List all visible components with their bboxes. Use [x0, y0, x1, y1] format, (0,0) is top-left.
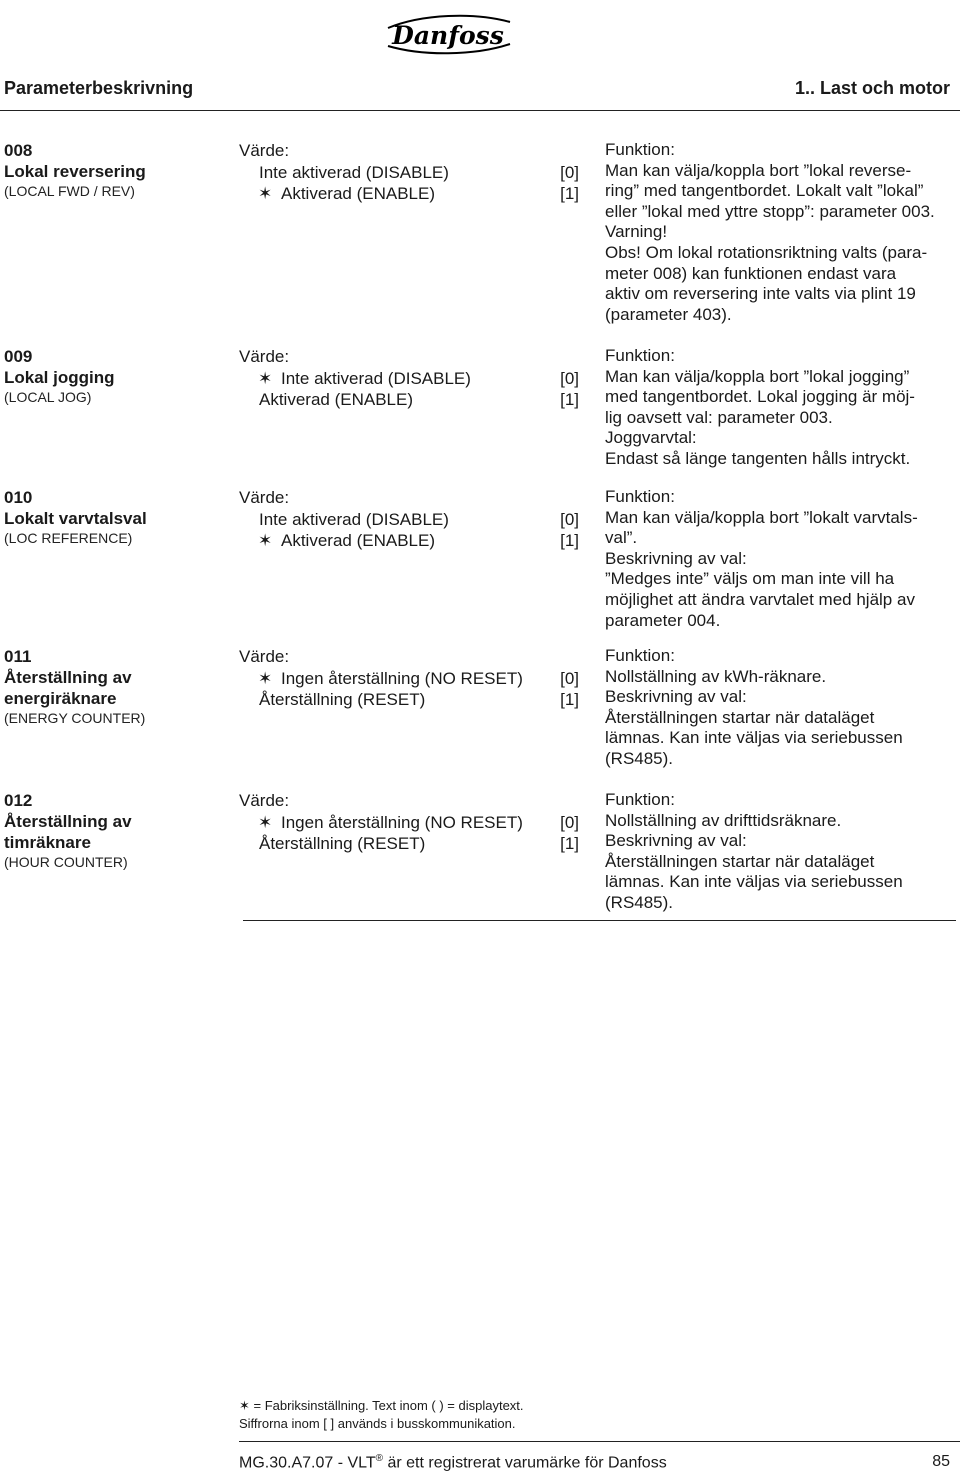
value-label: Värde:: [239, 647, 290, 666]
value-label: Värde:: [239, 791, 290, 810]
parameter-number: 011: [4, 647, 32, 666]
value-list: [239, 790, 584, 854]
danfoss-logo: [382, 6, 514, 58]
function-line: Man kan välja/koppla bort ”lokal reverse-: [605, 160, 912, 180]
function-line: eller ”lokal med yttre stopp”: parameter 003.: [605, 201, 935, 221]
function-line: lämnas. Kan inte väljas via seriebussen: [605, 872, 903, 892]
function-line: aktiv om reversering inte valts via plint 19: [605, 284, 916, 304]
function-line: Varning!: [605, 222, 668, 242]
default-star-icon: ✶: [258, 184, 273, 203]
option-text: Aktiverad (ENABLE): [281, 531, 435, 550]
option-code: [1]: [560, 184, 579, 203]
function-line: Nollställning av drifttidsräknare.: [605, 810, 842, 830]
function-line: (parameter 403).: [605, 304, 732, 324]
option-text: Inte aktiverad (DISABLE): [259, 510, 449, 529]
value-label: Värde:: [239, 347, 290, 366]
value-label: Värde:: [239, 141, 290, 160]
parameter-name: Lokal reversering: [4, 162, 146, 181]
function-line: (RS485).: [605, 892, 674, 912]
value-list: [239, 346, 584, 410]
function-line: Joggvarvtal:: [605, 428, 697, 448]
value-option: [239, 368, 584, 389]
default-star-icon: ✶: [258, 669, 273, 688]
function-line: Funktion:: [605, 140, 675, 159]
value-option: [239, 812, 584, 833]
chapter-title: 1.. Last och motor: [794, 78, 950, 98]
display-text: (LOCAL FWD / REV): [4, 183, 135, 199]
function-line: Nollställning av kWh-räknare.: [605, 666, 827, 686]
value-option: [239, 668, 584, 689]
value-label: Värde:: [239, 488, 290, 507]
function-line: Funktion:: [605, 346, 675, 365]
footer-text: MG.30.A7.07 - VLT® är ett registrerat varumärke för Danfoss: [239, 1453, 667, 1472]
parameter-name: Återställning av: [4, 812, 132, 831]
function-line: lig oavsett val: parameter 003.: [605, 407, 833, 427]
option-code: [1]: [560, 834, 579, 853]
function-line: meter 008) kan funktionen endast vara: [605, 263, 897, 283]
option-code: [0]: [560, 163, 579, 182]
function-line: val”.: [605, 528, 638, 548]
function-line: Beskrivning av val:: [605, 831, 747, 851]
parameter-number: 009: [4, 347, 33, 366]
function-line: ”Medges inte” väljs om man inte vill ha: [605, 569, 895, 589]
parameter-number: 008: [4, 141, 33, 160]
header-divider: [0, 110, 960, 111]
value-option: [239, 389, 584, 410]
default-star-icon: ✶: [258, 531, 273, 550]
value-option: [239, 162, 584, 183]
function-description: [605, 487, 955, 631]
function-line: Återställningen startar när dataläget: [605, 851, 875, 871]
function-line: ring” med tangentbordet. Lokalt valt ”lokal”: [605, 181, 924, 201]
value-option: [239, 833, 584, 854]
footnote: ✶ = Fabriksinställning. Text inom ( ) = displaytext. Siffrorna inom [ ] används i busskommunikation.: [239, 1398, 524, 1431]
function-line: Beskrivning av val:: [605, 687, 747, 707]
function-line: Funktion:: [605, 646, 675, 665]
value-option: [239, 509, 584, 530]
value-list: [239, 140, 584, 204]
value-list: [239, 487, 584, 551]
function-line: Man kan välja/koppla bort ”lokal jogging”: [605, 366, 910, 386]
value-option: [239, 183, 584, 204]
option-text: Ingen återställning (NO RESET): [281, 669, 523, 688]
display-text: (LOC REFERENCE): [4, 530, 133, 546]
star-icon: ✶: [239, 1398, 250, 1413]
function-description: [605, 346, 955, 470]
page-number: 85: [932, 1453, 950, 1470]
parameter-id: [4, 487, 229, 547]
parameter-id: [4, 346, 229, 406]
function-line: Återställningen startar när dataläget: [605, 707, 875, 727]
function-line: lämnas. Kan inte väljas via seriebussen: [605, 728, 903, 748]
default-star-icon: ✶: [258, 813, 273, 832]
option-text: Inte aktiverad (DISABLE): [281, 369, 471, 388]
parameter-number: 010: [4, 488, 33, 507]
value-option: [239, 530, 584, 551]
parameter-name: Lokal jogging: [4, 368, 115, 387]
parameter-id: [4, 790, 229, 871]
function-line: med tangentbordet. Lokal jogging är möj-: [605, 387, 915, 407]
option-code: [0]: [560, 813, 579, 832]
option-text: Återställning (RESET): [259, 690, 426, 709]
parameter-name: energiräknare: [4, 689, 117, 708]
option-text: Återställning (RESET): [259, 834, 426, 853]
option-code: [0]: [560, 510, 579, 529]
parameter-name: timräknare: [4, 833, 91, 852]
function-description: [605, 140, 955, 325]
parameter-name: Återställning av: [4, 668, 132, 687]
function-line: parameter 004.: [605, 610, 721, 630]
function-line: Funktion:: [605, 790, 675, 809]
content-end-divider: [243, 920, 956, 921]
parameter-number: 012: [4, 791, 33, 810]
option-text: Aktiverad (ENABLE): [281, 184, 435, 203]
option-text: Aktiverad (ENABLE): [259, 390, 413, 409]
option-code: [1]: [560, 390, 579, 409]
function-description: [605, 646, 955, 770]
parameter-name: Lokalt varvtalsval: [4, 509, 147, 528]
display-text: (LOCAL JOG): [4, 389, 92, 405]
section-title: Parameterbeskrivning: [4, 78, 194, 98]
display-text: (HOUR COUNTER): [4, 854, 128, 870]
option-text: Inte aktiverad (DISABLE): [259, 163, 449, 182]
option-text: Ingen återställning (NO RESET): [281, 813, 523, 832]
parameter-id: [4, 140, 229, 200]
function-line: Beskrivning av val:: [605, 548, 747, 568]
function-line: Funktion:: [605, 487, 675, 506]
svg-text:Danfoss: Danfoss: [392, 21, 504, 50]
footer-divider: [239, 1441, 960, 1442]
function-line: möjlighet att ändra varvtalet med hjälp av: [605, 589, 915, 609]
function-line: Obs! Om lokal rotationsriktning valts (para-: [605, 242, 928, 262]
display-text: (ENERGY COUNTER): [4, 710, 146, 726]
value-option: [239, 689, 584, 710]
function-description: [605, 790, 955, 914]
value-list: [239, 646, 584, 710]
parameter-id: [4, 646, 229, 727]
function-line: Endast så länge tangenten hålls intryckt.: [605, 448, 911, 468]
option-code: [1]: [560, 690, 579, 709]
option-code: [0]: [560, 669, 579, 688]
option-code: [1]: [560, 531, 579, 550]
option-code: [0]: [560, 369, 579, 388]
function-line: (RS485).: [605, 748, 674, 768]
function-line: Man kan välja/koppla bort ”lokalt varvtals-: [605, 507, 918, 527]
default-star-icon: ✶: [258, 369, 273, 388]
